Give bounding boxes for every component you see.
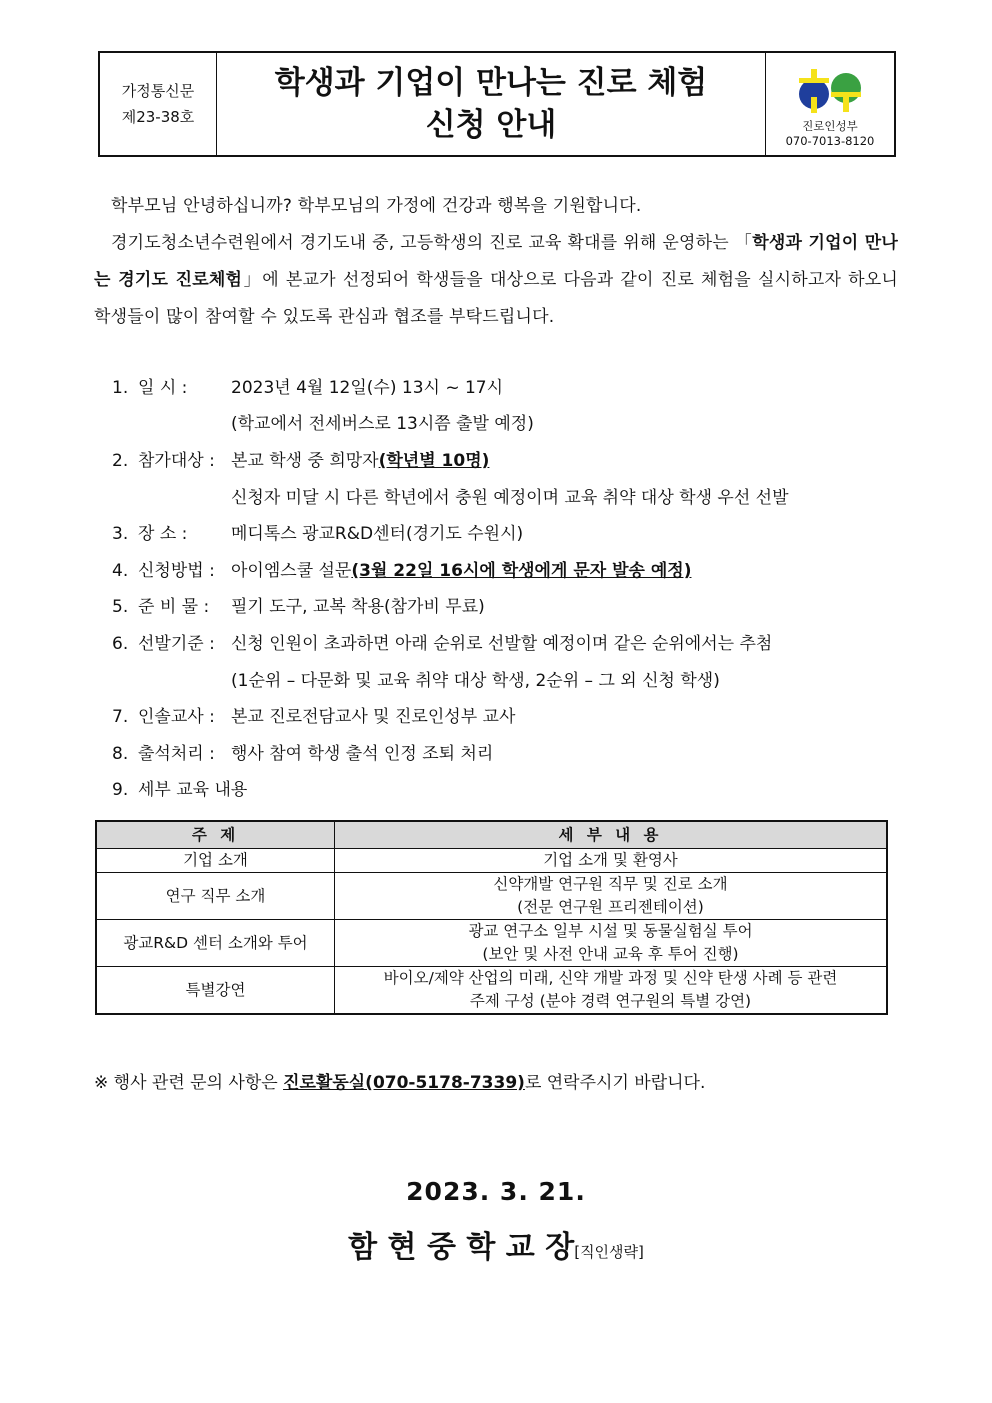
intro-part2: 」에 본교가 선정되어 학생들을 대상으로 다음과 같이 진로 체험을 실시하고자 하오니 학생들이 많이 참여할 수 있도록 관심과 협조를 부탁드립니다. [94, 270, 899, 327]
item-bold: (학년별 10명) [378, 451, 490, 471]
item-label: 출석처리 : [138, 744, 215, 764]
item-teachers [112, 705, 902, 729]
page-title: 학생과 기업이 만나는 진로 체험 [274, 65, 708, 101]
item-label: 준 비 물 : [138, 597, 210, 617]
content-line: 광교 연구소 일부 시설 및 동물실험실 투어 [468, 922, 753, 940]
item-supplies [112, 595, 902, 619]
table-header-content: 세 부 내 용 [335, 821, 888, 849]
contact-prefix: ※ 행사 관련 문의 사항은 [94, 1073, 284, 1093]
table-row [96, 873, 887, 920]
page-subtitle: 신청 안내 [425, 107, 557, 143]
table-header-row [96, 821, 887, 849]
item-number: 5. [112, 597, 129, 617]
program-name: 학생과 기업이 만나는 경기도 진로체험 [94, 233, 898, 290]
item-text: 본교 진로전담교사 및 진로인성부 교사 [231, 707, 516, 727]
seal-note: [직인생략] [574, 1243, 644, 1261]
item-bold: (3월 22일 16시에 학생에게 문자 발송 예정) [351, 561, 692, 581]
item-details [112, 778, 902, 802]
item-text: 필기 도구, 교복 착용(참가비 무료) [231, 597, 485, 617]
table-cell-content [335, 873, 888, 920]
item-label: 일 시 : [138, 378, 188, 398]
contact-office: 진로활동실(070-5178-7339) [283, 1073, 525, 1093]
table-header-topic: 주 제 [96, 821, 335, 849]
principal-signature [0, 1222, 992, 1266]
doc-number: 제23-38호 [121, 108, 195, 126]
contact-suffix: 로 연락주시기 바랍니다. [524, 1073, 706, 1093]
intro-part1: 경기도청소년수련원에서 경기도내 중, 고등학생의 진로 교육 확대를 위해 운영하는 「 [111, 233, 753, 253]
item-label: 참가대상 : [138, 451, 215, 471]
content-line: (보안 및 사전 안내 교육 후 투어 진행) [482, 945, 739, 963]
item-text: 행사 참여 학생 출석 인정 조퇴 처리 [231, 744, 494, 764]
content-line: 주제 구성 (분야 경력 연구원의 특별 강연) [469, 992, 752, 1010]
item-number: 3. [112, 524, 129, 544]
item-label: 인솔교사 : [138, 707, 215, 727]
doc-info-cell [100, 53, 217, 155]
item-attendance [112, 742, 902, 766]
item-number: 2. [112, 451, 129, 471]
item-number: 7. [112, 707, 129, 727]
title-cell [217, 53, 766, 155]
item-label: 세부 교육 내용 [138, 780, 248, 800]
item-text: 본교 학생 중 희망자 [231, 451, 379, 471]
dept-name: 진로인성부 [802, 119, 858, 133]
item-label: 신청방법 : [138, 561, 215, 581]
item-label: 장 소 : [138, 524, 188, 544]
item-participants [112, 449, 902, 473]
item-selection-sub: (1순위 – 다문화 및 교육 취약 대상 학생, 2순위 – 그 외 신청 학생) [231, 671, 720, 691]
item-label: 선발기준 : [138, 634, 215, 654]
item-number: 1. [112, 378, 129, 398]
item-number: 4. [112, 561, 129, 581]
school-logo-icon [797, 65, 863, 115]
greeting: 학부모님 안녕하십니까? 학부모님의 가정에 건강과 행복을 기원합니다. [111, 196, 642, 216]
table-cell-content [335, 920, 888, 967]
table-cell-topic: 기업 소개 [96, 849, 335, 873]
item-number: 9. [112, 780, 129, 800]
item-text: 아이엠스쿨 설문 [231, 561, 352, 581]
table-cell-content [335, 849, 888, 873]
item-number: 6. [112, 634, 129, 654]
doc-type: 가정통신문 [121, 82, 195, 100]
table-row [96, 920, 887, 967]
table-cell-content [335, 967, 888, 1015]
content-line: 바이오/제약 산업의 미래, 신약 개발 과정 및 신약 탄생 사례 등 관련 [383, 969, 838, 987]
dept-phone: 070-7013-8120 [785, 134, 875, 148]
table-cell-topic: 연구 직무 소개 [96, 873, 335, 920]
item-number: 8. [112, 744, 129, 764]
content-line: 기업 소개 및 환영사 [543, 851, 678, 869]
item-date-sub: (학교에서 전세버스로 13시쯤 출발 예정) [231, 414, 534, 434]
item-apply-method [112, 559, 902, 583]
item-date [112, 376, 902, 400]
item-text: 신청 인원이 초과하면 아래 순위로 선발할 예정이며 같은 순위에서는 추첨 [231, 634, 773, 654]
item-location [112, 522, 902, 546]
item-text: 메디톡스 광교R&D센터(경기도 수원시) [231, 524, 524, 544]
item-selection [112, 632, 902, 656]
item-text: 2023년 4월 12일(수) 13시 ~ 17시 [231, 378, 504, 398]
issue-date: 2023. 3. 21. [406, 1177, 586, 1206]
table-row [96, 967, 887, 1015]
intro-paragraph [94, 225, 898, 336]
dept-cell [766, 53, 894, 155]
item-participants-sub: 신청자 미달 시 다른 학년에서 충원 예정이며 교육 취약 대상 학생 우선 선발 [231, 488, 789, 508]
principal-name: 함 현 중 학 교 장 [348, 1230, 575, 1265]
table-row [96, 849, 887, 873]
table-cell-topic: 특별강연 [96, 967, 335, 1015]
content-line: 신약개발 연구원 직무 및 진로 소개 [493, 875, 728, 893]
content-line: (전문 연구원 프리젠테이션) [517, 898, 704, 916]
education-details-table [95, 820, 888, 1015]
document-header [98, 51, 896, 157]
contact-note [94, 1071, 705, 1095]
table-cell-topic: 광교R&D 센터 소개와 투어 [96, 920, 335, 967]
